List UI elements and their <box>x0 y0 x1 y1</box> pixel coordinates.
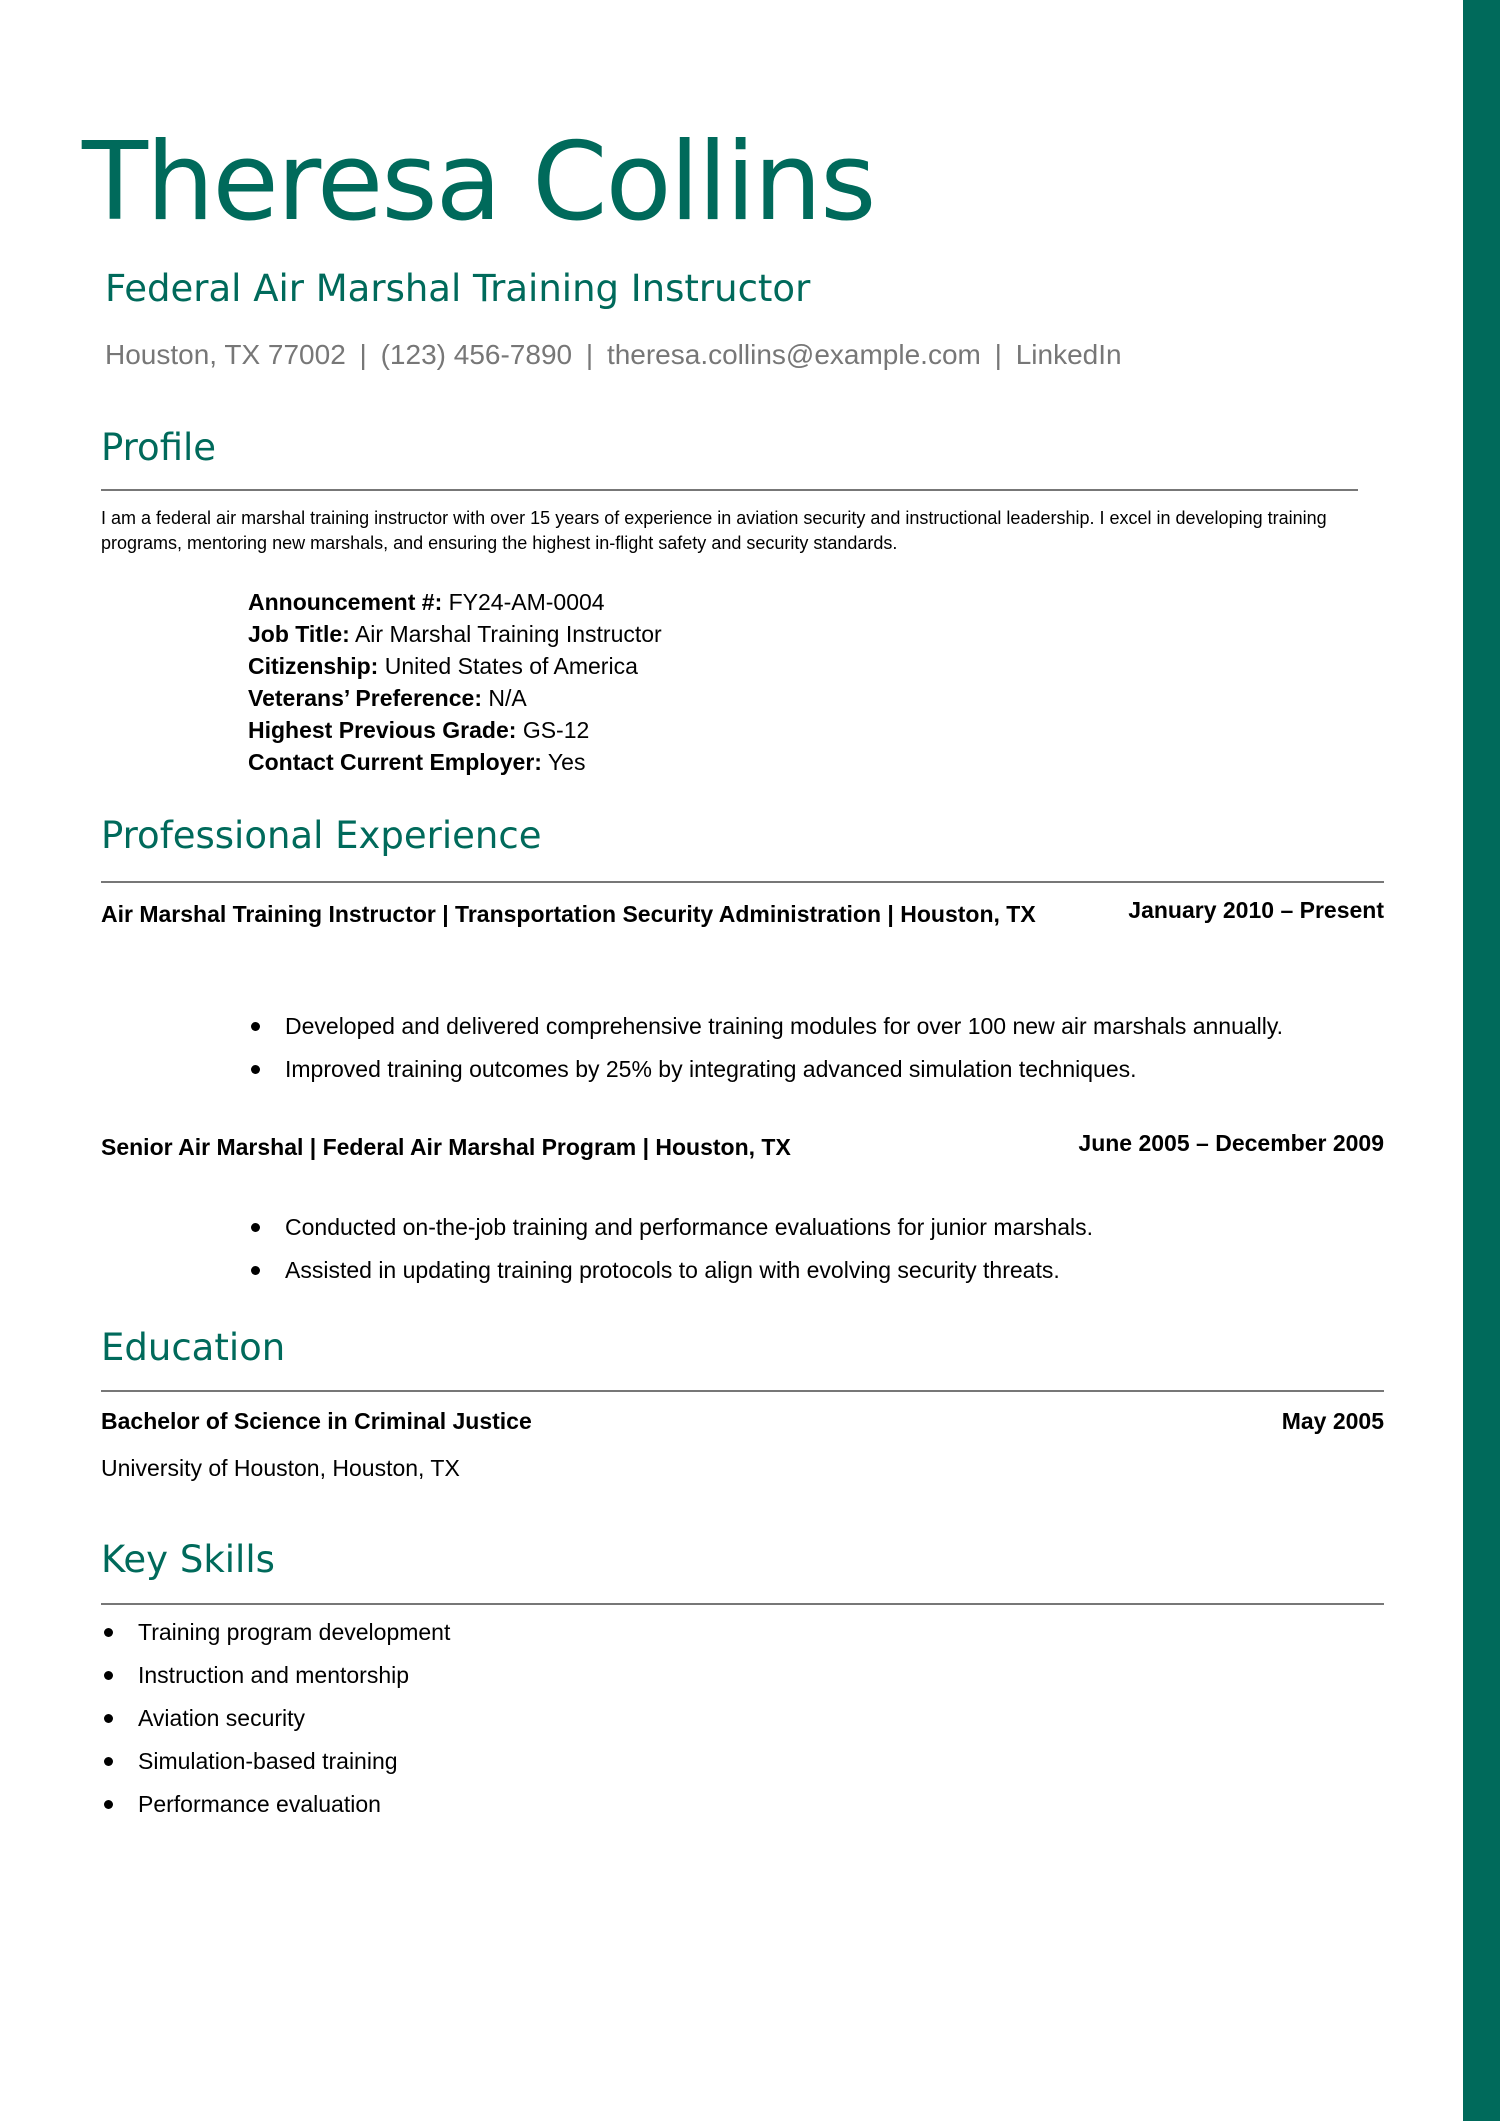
skills-list <box>101 1611 450 1826</box>
job-bullets <box>248 1005 1283 1091</box>
contact-line <box>105 337 1122 373</box>
contact-separator: | <box>359 339 367 370</box>
contact-separator: | <box>994 339 1002 370</box>
contact-separator: | <box>585 339 594 370</box>
job-heading: Air Marshal Training Instructor | Transportation Security Administration | Houston, TX <box>101 901 1036 927</box>
job-dates: June 2005 – December 2009 <box>1078 1130 1384 1156</box>
experience-section-title: Professional Experience <box>101 814 542 857</box>
education-divider <box>101 1390 1384 1392</box>
skill-item: Simulation-based training <box>101 1740 450 1783</box>
skills-section-title: Key Skills <box>101 1538 275 1581</box>
job-bullet: Assisted in updating training protocols to align with evolving security threats. <box>248 1249 1093 1292</box>
skill-item: Training program development <box>101 1611 450 1654</box>
contact-phone: (123) 456-7890 <box>380 339 573 370</box>
federal-info-row <box>248 682 662 714</box>
profile-summary: I am a federal air marshal training instructor with over 15 years of experience in aviation security and instructional leadership. I excel in developing training programs, mentoring new marshals, and ensuring the highest in-flight safety and security standards. <box>101 508 1327 553</box>
federal-info-value: United States of America <box>384 653 638 679</box>
job-bullets <box>248 1206 1093 1292</box>
federal-info-value: GS-12 <box>522 717 590 743</box>
federal-info-row <box>248 714 662 746</box>
federal-info-label: Veterans’ Preference: <box>248 685 482 711</box>
federal-info-block <box>248 586 662 778</box>
job-bullet: Conducted on-the-job training and performance evaluations for junior marshals. <box>248 1206 1093 1249</box>
federal-info-label: Job Title: <box>248 621 350 647</box>
experience-divider <box>101 881 1384 883</box>
federal-info-value: N/A <box>488 685 527 711</box>
federal-info-value: FY24-AM-0004 <box>448 589 605 615</box>
job-bullet: Improved training outcomes by 25% by integrating advanced simulation techniques. <box>248 1048 1283 1091</box>
education-degree: Bachelor of Science in Criminal Justice <box>101 1408 532 1434</box>
job-dates: January 2010 – Present <box>1128 897 1384 923</box>
federal-info-label: Announcement #: <box>248 589 443 615</box>
resume-name: Theresa Collins <box>82 120 875 245</box>
accent-sidebar <box>1463 0 1500 2121</box>
education-date: May 2005 <box>1281 1408 1384 1434</box>
federal-info-label: Contact Current Employer: <box>248 749 542 775</box>
federal-info-row <box>248 586 662 618</box>
job-bullet: Developed and delivered comprehensive training modules for over 100 new air marshals annually. <box>248 1005 1283 1048</box>
federal-info-value: Air Marshal Training Instructor <box>354 621 662 647</box>
federal-info-label: Citizenship: <box>248 653 379 679</box>
profile-divider <box>101 489 1358 491</box>
federal-info-row <box>248 618 662 650</box>
federal-info-row <box>248 746 662 778</box>
contact-email[interactable]: theresa.collins@example.com <box>606 339 981 370</box>
resume-headline: Federal Air Marshal Training Instructor <box>105 267 811 310</box>
education-section-title: Education <box>101 1326 286 1369</box>
federal-info-label: Highest Previous Grade: <box>248 717 517 743</box>
contact-location: Houston, TX 77002 <box>105 339 346 370</box>
federal-info-row <box>248 650 662 682</box>
skills-divider <box>101 1603 1384 1605</box>
skill-item: Instruction and mentorship <box>101 1654 450 1697</box>
profile-section-title: Profile <box>101 426 217 469</box>
education-school: University of Houston, Houston, TX <box>101 1455 460 1481</box>
job-heading: Senior Air Marshal | Federal Air Marshal Program | Houston, TX <box>101 1134 791 1160</box>
skill-item: Aviation security <box>101 1697 450 1740</box>
contact-linkedin-link[interactable]: LinkedIn <box>1015 339 1122 370</box>
skill-item: Performance evaluation <box>101 1783 450 1826</box>
federal-info-value: Yes <box>547 749 586 775</box>
